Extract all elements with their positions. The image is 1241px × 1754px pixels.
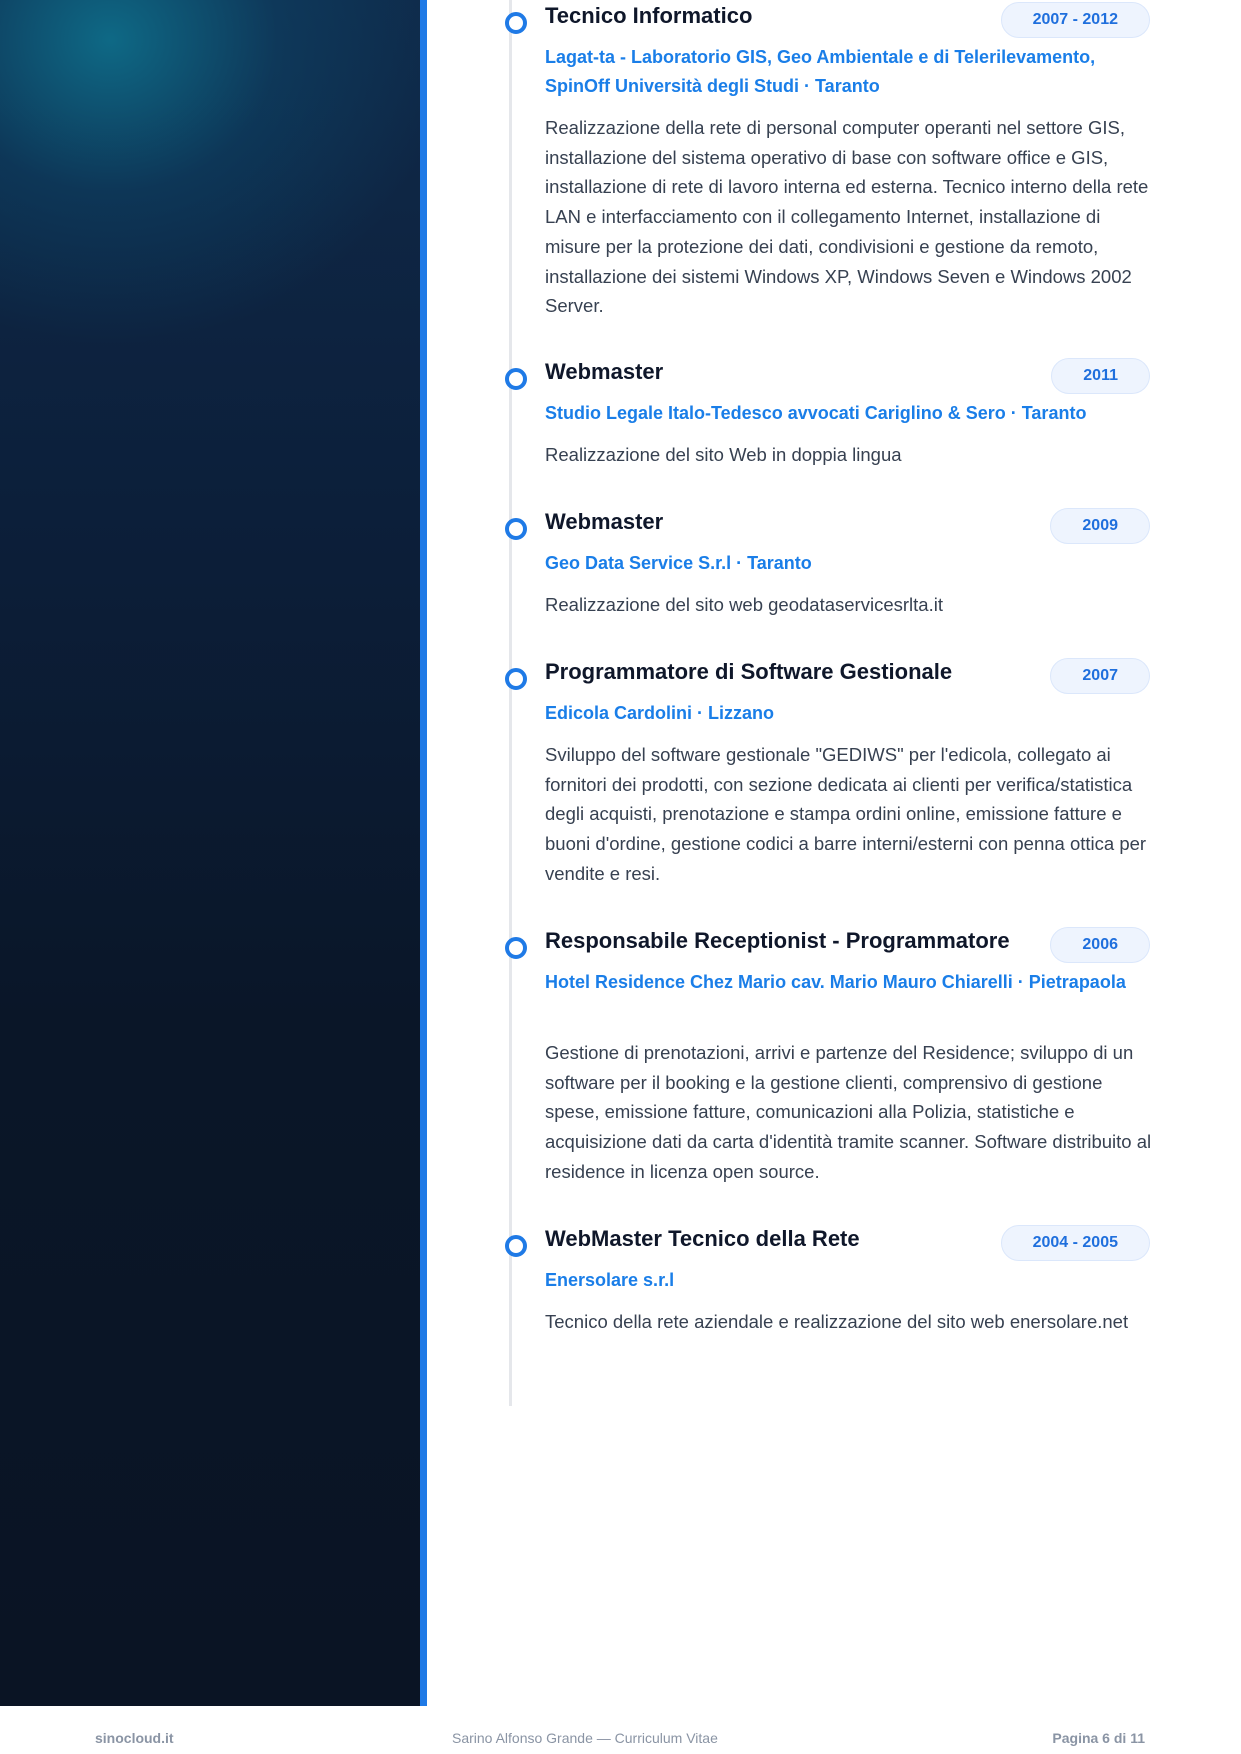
experience-description: Sviluppo del software gestionale "GEDIWS" per l'edicola, collegato ai fornitori dei prodotti, con sezione dedicata ai clienti per verifica/statistica degli acquisti, prenotazione e stampa ordini online, emissione fatture e buoni d'ordine, gestione codici a barre interni/esterni con penna ottica per vendite e resi.	[545, 744, 1147, 884]
timeline-dot-icon	[505, 368, 527, 390]
experience-period-badge: 2011	[1051, 358, 1150, 394]
timeline-dot-icon	[505, 518, 527, 540]
experience-role: WebMaster Tecnico della Rete	[545, 1226, 860, 1251]
sidebar-accent-stripe	[420, 0, 427, 1706]
experience-role: Webmaster	[545, 509, 664, 534]
footer-document-title: Sarino Alfonso Grande — Curriculum Vitae	[452, 1730, 718, 1746]
experience-company: Lagat-ta - Laboratorio GIS, Geo Ambientale e di Telerilevamento, SpinOff Università degli Studi · Taranto	[545, 47, 1096, 96]
experience-period-badge: 2004 - 2005	[1001, 1225, 1150, 1261]
timeline-dot-icon	[505, 937, 527, 959]
experience-role: Webmaster	[545, 359, 664, 384]
experience-period-badge: 2007	[1050, 658, 1150, 694]
experience-description: Gestione di prenotazioni, arrivi e partenze del Residence; sviluppo di un software per il booking e la gestione clienti, comprensivo di gestione spese, emissione fatture, comunicazioni alla Polizia, statistiche e acquisizione dati da carta d'identità tramite scanner. Software distribuito al residence in licenza open source.	[545, 1042, 1152, 1182]
experience-description: Realizzazione del sito Web in doppia lingua	[545, 444, 902, 465]
experience-company: Edicola Cardolini · Lizzano	[545, 703, 775, 723]
footer-page-number: Pagina 6 di 11	[1052, 1730, 1145, 1746]
timeline-dot-icon	[505, 668, 527, 690]
experience-description: Realizzazione del sito web geodataservicesrlta.it	[545, 594, 943, 615]
experience-description: Realizzazione della rete di personal computer operanti nel settore GIS, installazione del sistema operativo di base con software office e GIS, installazione di rete di lavoro interna ed esterna. Tecnico interno della rete LAN e interfacciamento con il collegamento Internet, installazione di misure per la protezione dei dati, condivisioni e gestione da remoto, installazione dei sistemi Windows XP, Windows Seven e Windows 2002 Server.	[545, 117, 1149, 317]
timeline-dot-icon	[505, 12, 527, 34]
experience-company: Enersolare s.r.l	[545, 1270, 675, 1290]
sidebar-panel	[0, 0, 420, 1706]
timeline-line	[509, 0, 512, 1406]
experience-company: Geo Data Service S.r.l · Taranto	[545, 553, 812, 573]
experience-role: Tecnico Informatico	[545, 3, 753, 28]
experience-role: Responsabile Receptionist - Programmatore	[545, 928, 1010, 953]
experience-company: Studio Legale Italo-Tedesco avvocati Cariglino & Sero · Taranto	[545, 403, 1087, 423]
footer-site: sinocloud.it	[95, 1730, 174, 1746]
experience-period-badge: 2006	[1050, 927, 1150, 963]
experience-company: Hotel Residence Chez Mario cav. Mario Mauro Chiarelli · Pietrapaola	[545, 972, 1126, 992]
experience-period-badge: 2007 - 2012	[1001, 2, 1150, 38]
timeline-dot-icon	[505, 1235, 527, 1257]
experience-description: Tecnico della rete aziendale e realizzazione del sito web enersolare.net	[545, 1311, 1129, 1332]
experience-role: Programmatore di Software Gestionale	[545, 659, 953, 684]
experience-period-badge: 2009	[1050, 508, 1150, 544]
